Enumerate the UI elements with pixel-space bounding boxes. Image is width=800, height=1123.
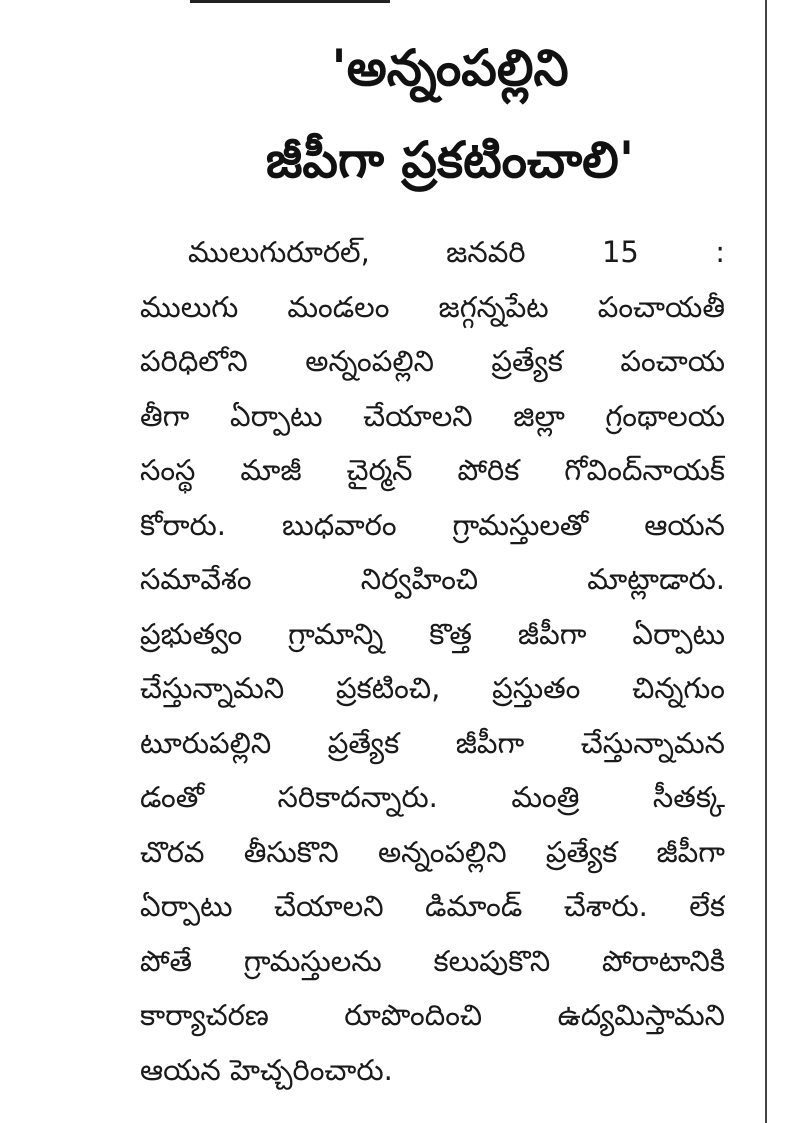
headline-line: 'అన్నంపల్లిని [331, 39, 569, 97]
column-divider-rule [765, 0, 767, 1123]
body-text-line: టూరుపల్లిని ప్రత్యేక జీపీగా చేస్తున్నామన [140, 725, 725, 760]
body-text-line: సమావేశం నిర్వహించి మాట్లాడారు. [140, 562, 725, 596]
body-text-line: ప్రభుత్వం గ్రామాన్ని కొత్త జీపీగా ఏర్పాటు [140, 616, 725, 651]
headline-line: జీపీగా ప్రకటించాలి' [265, 131, 635, 189]
body-text-line: చొరవ తీసుకొని అన్నంపల్లిని ప్రత్యేక జీపీగా [140, 834, 725, 869]
body-text-line: చేస్తున్నామని ప్రకటించి, ప్రస్తుతం చిన్నగుం [140, 671, 725, 705]
body-text-line: సంస్థ మాజీ చైర్మన్ పోరిక గోవింద్‌నాయక్ [140, 453, 725, 487]
body-text-line: ఏర్పాటు చేయాలని డిమాండ్ చేశారు. లేక [140, 889, 725, 923]
body-text-line: పోతే గ్రామస్తులను కలుపుకొని పోరాటానికి [140, 943, 725, 978]
body-text-line: కార్యాచరణ రూపొందించి ఉద్యమిస్తామని [140, 998, 725, 1032]
body-text-line: కోరారు. బుధవారం గ్రామస్తులతో ఆయన [140, 507, 725, 542]
article-headline [150, 22, 750, 206]
dateline: ములుగురూరల్, జనవరి 15 : [188, 235, 725, 269]
body-text-line: తీగా ఏర్పాటు చేయాలని జిల్లా గ్రంథాలయ [140, 398, 725, 433]
body-text-line: ములుగు మండలం జగ్గన్నపేట పంచాయతీ [140, 289, 725, 324]
body-text-line: పరిధిలోని అన్నంపల్లిని ప్రత్యేక పంచాయ [140, 344, 725, 378]
top-divider-rule [190, 0, 390, 3]
body-text-line: ఆయన హెచ్చరించారు. [140, 1052, 393, 1087]
body-text-line: డంతో సరికాదన్నారు. మంత్రి సీతక్క [140, 780, 725, 814]
article-body [140, 225, 725, 1097]
